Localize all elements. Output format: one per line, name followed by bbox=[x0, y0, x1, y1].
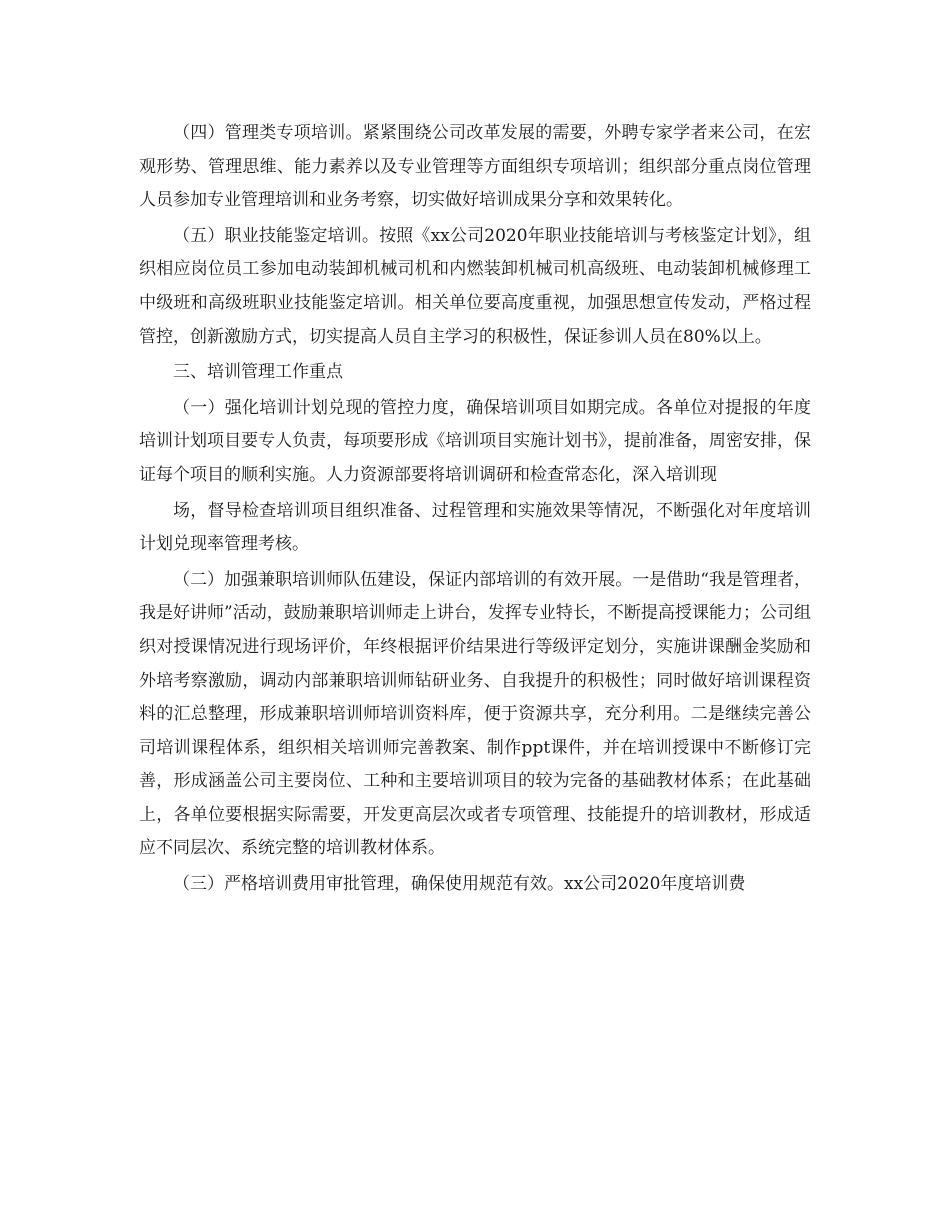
paragraph-plan-control: （一）强化培训计划兑现的管控力度，确保培训项目如期完成。各单位对提报的年度培训计划项目要专人负责，每项要形成《培训项目实施计划书》，提前准备，周密安排，保证每个项目的顺利实施。人力资源部要将培训调研和检查常态化，深入培训现 bbox=[139, 397, 811, 485]
paragraph-training-cost: （三）严格培训费用审批管理，确保使用规范有效。xx公司2020年度培训费 bbox=[173, 874, 746, 895]
paragraph-management-training: （四）管理类专项培训。紧紧围绕公司改革发展的需要，外聘专家学者来公司，在宏观形势、管理思维、能力素养以及专业管理等方面组织专项培训；组织部分重点岗位管理人员参加专业管理培训和业务考察，切实做好培训成果分享和效果转化。 bbox=[139, 123, 811, 211]
paragraph-trainer-team: （二）加强兼职培训师队伍建设，保证内部培训的有效开展。一是借助“我是管理者，我是好讲师”活动，鼓励兼职培训师走上讲台，发挥专业特长，不断提高授课能力；公司组织对授课情况进行现场评价，年终根据评价结果进行等级评定划分，实施讲课酬金奖励和外培考察激励，调动内部兼职培训师钻研业务、自我提升的积极性；同时做好培训课程资料的汇总整理，形成兼职培训师培训资料库，便于资源共享，充分利用。二是继续完善公司培训课程体系，组织相关培训师完善教案、制作ppt课件，并在培训授课中不断修订完善，形成涵盖公司主要岗位、工种和主要培训项目的较为完备的基础教材体系；在此基础上，各单位要根据实际需要，开发更高层次或者专项管理、技能提升的培训教材，形成适应不同层次、系统完整的培训教材体系。 bbox=[139, 569, 811, 859]
section-heading-training-management: 三、培训管理工作重点 bbox=[173, 362, 343, 383]
document-body bbox=[139, 117, 811, 904]
paragraph-plan-control-continued: 场，督导检查培训项目组织准备、过程管理和实施效果等情况，不断强化对年度培训计划兑现率管理考核。 bbox=[139, 500, 811, 555]
paragraph-skill-appraisal-training: （五）职业技能鉴定培训。按照《xx公司2020年职业技能培训与考核鉴定计划》，组织相应岗位员工参加电动装卸机械司机和内燃装卸机械司机高级班、电动装卸机械修理工中级班和高级班职业技能鉴定培训。相关单位要高度重视，加强思想宣传发动，严格过程管控，创新激励方式，切实提高人员自主学习的积极性，保证参训人员在80%以上。 bbox=[139, 225, 811, 347]
